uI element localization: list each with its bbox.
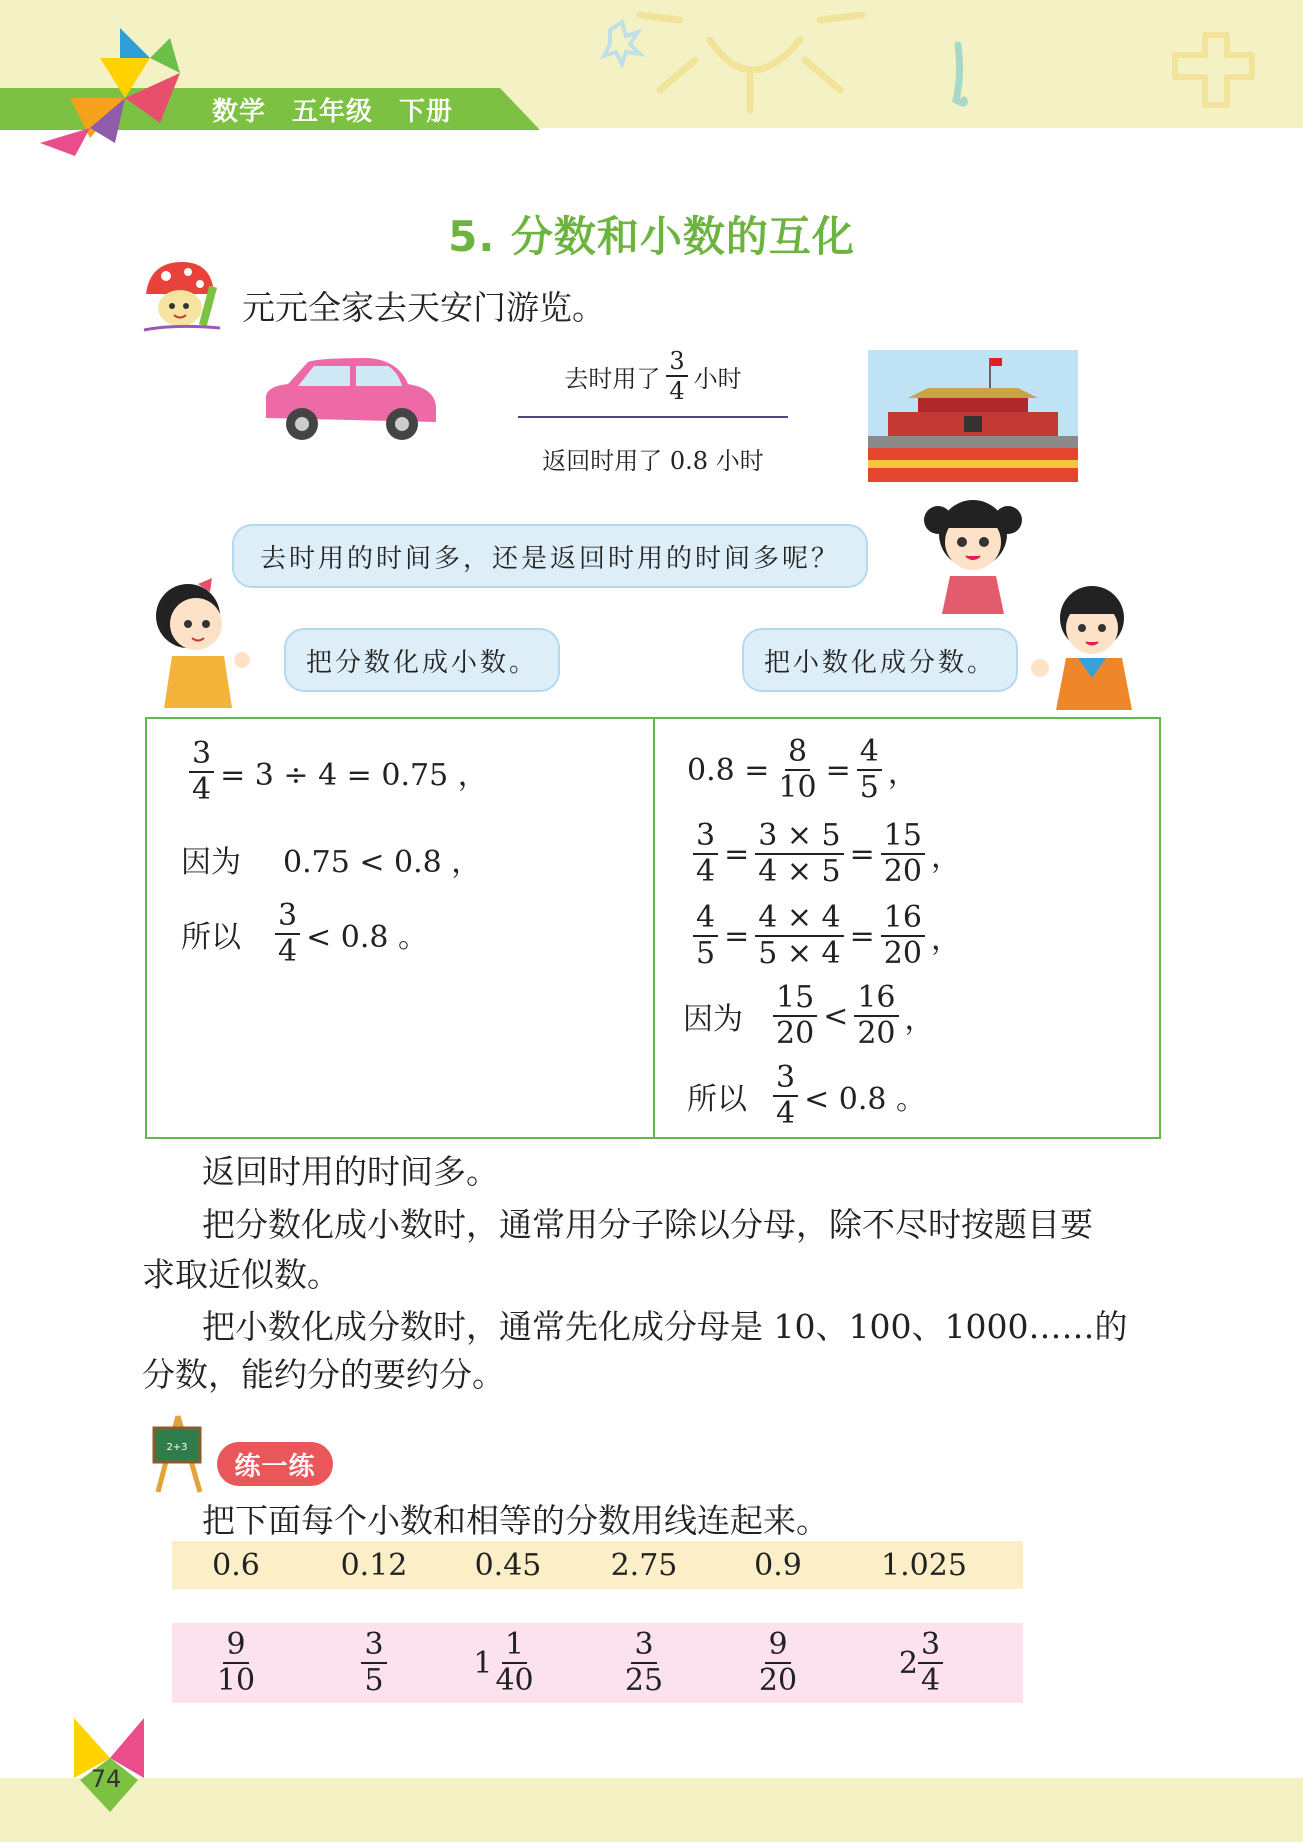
tiananmen-gate-image [868,350,1078,482]
conclusion-expression: < 0.8 。 [804,1082,927,1117]
because-word: 因为 [181,845,241,880]
right-line-1 [687,734,918,805]
paragraph-fraction-rule-line2: 求取近似数。 [142,1255,340,1294]
fractions-row [172,1623,1023,1703]
fraction: $\frac{3}{25}$ [624,1627,664,1698]
equals-sign: = [849,836,875,872]
fraction: $\frac{16}{20}$ [881,903,925,969]
header-subject: 数学 [212,97,267,127]
fraction: $\frac{15}{20}$ [881,821,925,887]
footer-band [0,1778,1303,1842]
fraction-item[interactable] [456,1623,560,1703]
header-volume: 下册 [399,97,454,127]
fraction-item[interactable] [184,1623,288,1703]
because-word: 因为 [683,1002,743,1037]
paragraph-fraction-rule-line1: 把分数化成小数时，通常用分子除以分母，除不尽时按题目要 [202,1205,1093,1244]
decimal-item[interactable]: 0.12 [340,1547,408,1583]
decimal-comparison: 0.75 < 0.8 ， [283,845,482,880]
comparison-work-box [145,717,1161,1139]
fraction-item[interactable] [862,1623,986,1703]
decimal-to-fraction-bubble: 把小数化成分数。 [742,628,1018,692]
fraction: $\frac{9}{10}$ [216,1627,256,1698]
punctuation: ， [887,756,918,791]
trip-times [518,345,788,475]
exercise-prompt: 把下面每个小数和相等的分数用线连起来。 [202,1501,829,1540]
fraction-three-quarters: $\frac{3}{4}$ [666,349,687,403]
punctuation: ， [904,1002,935,1037]
fraction-item[interactable] [322,1623,426,1703]
whole-part: 1 [473,1645,493,1681]
left-line-3 [181,898,429,969]
pink-car-illustration [258,356,440,444]
easel-chalkboard-icon [144,1412,214,1494]
fraction: $\frac{3}{4}$ [275,901,300,967]
equals-sign: = [849,918,875,954]
less-than-sign: < [823,998,849,1034]
right-line-3 [687,900,961,971]
punctuation: ， [930,922,961,957]
decimals-row [172,1541,1023,1589]
fraction: $\frac{9}{20}$ [758,1627,798,1698]
division-expression: = 3 ÷ 4 = 0.75 ， [220,758,488,793]
trip-go-prefix: 去时用了 [564,364,661,393]
fraction-item[interactable] [592,1623,696,1703]
work-box-divider [653,719,655,1137]
fraction: $\frac{4}{5}$ [693,903,718,969]
fraction-item[interactable] [726,1623,830,1703]
trip-go-unit: 小时 [693,364,742,393]
fraction: $\frac{3}{4}$ [918,1630,943,1696]
fraction: $\frac{3}{5}$ [361,1630,386,1696]
fraction: $\frac{16}{20}$ [854,983,898,1049]
sun-doodle-decoration [600,0,1300,128]
trip-back-time: 返回时用了 0.8 小时 [542,447,764,475]
intro-text: 元元全家去天安门游览。 [242,288,605,327]
fraction: $\frac{3}{4}$ [693,821,718,887]
fraction: $\frac{4 \times 4}{5 \times 4}$ [755,903,843,969]
fraction: $\frac{3}{4}$ [189,739,214,805]
conclusion-expression: < 0.8 。 [306,920,429,955]
left-line-2 [181,837,481,881]
paragraph-decimal-rule-line2: 分数，能约分的要约分。 [142,1355,505,1394]
whole-part: 2 [898,1645,918,1681]
therefore-word: 所以 [687,1082,747,1117]
girl-with-pigtails-illustration [920,490,1026,614]
paragraph-answer: 返回时用的时间多。 [202,1152,499,1191]
equals-sign: = [724,836,750,872]
equals-sign: = [825,752,851,788]
svg-text:2+3: 2+3 [166,1442,188,1453]
header-grade: 五年级 [292,97,374,127]
fraction: $\frac{15}{20}$ [773,983,817,1049]
equals-sign: = [724,918,750,954]
decimal-item[interactable]: 0.45 [474,1547,542,1583]
page-number: 74 [90,1765,122,1793]
practice-badge: 练一练 [217,1442,333,1486]
trip-go-time [518,345,788,407]
fraction: $\frac{4}{5}$ [857,737,882,803]
right-line-5 [687,1060,927,1131]
punctuation: ， [930,840,961,875]
header-text [212,91,479,128]
lesson-title: 5. 分数和小数的互化 [448,212,855,261]
right-line-4 [683,980,935,1051]
left-line-1 [183,736,488,807]
fraction: $\frac{3 \times 5}{4 \times 5}$ [755,821,843,887]
fraction: $\frac{1}{40}$ [495,1627,534,1698]
decimal-item[interactable]: 0.9 [754,1547,802,1583]
decimal-item[interactable]: 1.025 [881,1547,967,1583]
fraction: $\frac{8}{10}$ [778,734,817,805]
paragraph-decimal-rule-line1: 把小数化成分数时，通常先化成分母是 10、100、1000……的 [202,1307,1128,1346]
therefore-word: 所以 [181,920,241,955]
tangram-logo [30,28,190,158]
fraction: $\frac{3}{4}$ [773,1063,798,1129]
boy-waving-illustration [1030,578,1150,710]
decimal-equals: 0.8 = [687,752,770,788]
fraction-to-decimal-bubble: 把分数化成小数。 [284,628,560,692]
trip-divider [518,416,788,418]
decimal-item[interactable]: 2.75 [610,1547,678,1583]
decimal-item[interactable]: 0.6 [212,1547,260,1583]
mushroom-pencil-icon [140,258,224,334]
right-line-2 [687,818,961,889]
girl-with-bow-illustration [138,576,256,708]
question-bubble: 去时用的时间多，还是返回时用的时间多呢？ [232,524,868,588]
